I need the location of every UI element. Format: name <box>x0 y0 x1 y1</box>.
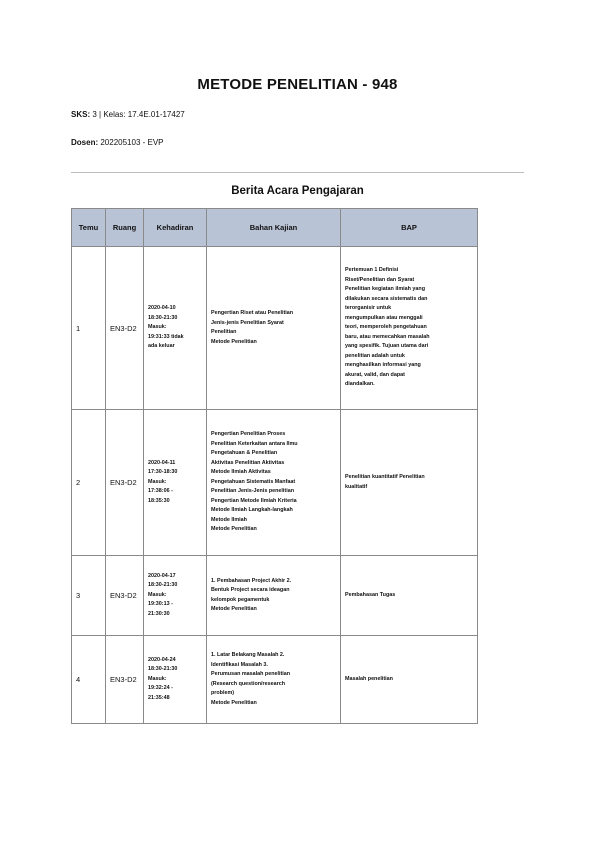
course-meta-dosen <box>71 138 164 147</box>
cell-bahan-kajian-line: Penelitian Jenis-Jenis penelitian <box>211 488 294 495</box>
cell-bahan-kajian-line: Metode Ilmiah Langkah-langkah <box>211 507 293 514</box>
cell-bap-line: Masalah penelitian <box>345 675 393 682</box>
cell-kehadiran-line: 2020-04-10 <box>148 305 176 312</box>
course-title: METODE PENELITIAN - 948 <box>197 76 398 93</box>
cell-bahan-kajian-line: Metode Penelitian <box>211 699 257 706</box>
cell-bap-line: menghasilkan informasi yang <box>345 362 421 369</box>
cell-bahan-kajian-line: Pengetahuan & Penelitian <box>211 450 278 457</box>
cell-bap <box>341 556 478 636</box>
cell-bap-line: diandalkan. <box>345 381 375 388</box>
cell-kehadiran-line: 21:30:30 <box>148 610 170 617</box>
course-meta-sks <box>71 110 185 119</box>
cell-ruang: EN3-D2 <box>106 410 144 556</box>
cell-temu: 2 <box>72 410 106 556</box>
dosen-label: Dosen: <box>71 138 99 147</box>
cell-bap-line: Riset/Penelitian dan Syarat <box>345 276 415 283</box>
cell-bahan-kajian <box>207 636 341 724</box>
column-header-bap: BAP <box>341 209 478 247</box>
cell-bap-line: Pertemuan 1 Definisi <box>345 267 399 274</box>
cell-kehadiran-line: 19:31:33 tidak <box>148 333 184 340</box>
table-row <box>72 410 478 556</box>
cell-bap-line: dilakukan secara sistematis dan <box>345 295 428 302</box>
cell-kehadiran-line: 2020-04-17 <box>148 572 176 579</box>
cell-bahan-kajian-line: (Research question/research <box>211 680 286 687</box>
cell-kehadiran-line: 17:38:06 - <box>148 488 173 495</box>
cell-kehadiran-line: 18:35:30 <box>148 497 170 504</box>
cell-kehadiran-line: 18:30-21:30 <box>148 314 178 321</box>
cell-bahan-kajian <box>207 556 341 636</box>
cell-bahan-kajian-line: 1. Pembahasan Project Akhir 2. <box>211 577 292 584</box>
cell-bahan-kajian-line: Jenis-jenis Penelitian Syarat <box>211 319 284 326</box>
column-header-ruang: Ruang <box>106 209 144 247</box>
cell-bap-line: terorganisir untuk <box>345 305 392 312</box>
column-header-kehadiran: Kehadiran <box>144 209 207 247</box>
cell-kehadiran <box>144 247 207 410</box>
table-row <box>72 247 478 410</box>
column-header-temu: Temu <box>72 209 106 247</box>
cell-kehadiran-line: Masuk: <box>148 675 167 682</box>
cell-bap-line: Penelitian kegiatan ilmiah yang <box>345 286 425 293</box>
cell-bahan-kajian-line: Aktivitas Penelitian Aktivitas <box>211 459 285 466</box>
cell-bap-line: penelitian adalah untuk <box>345 352 405 359</box>
cell-ruang: EN3-D2 <box>106 636 144 724</box>
cell-kehadiran-line: 18:30-21:30 <box>148 582 178 589</box>
cell-bahan-kajian-line: Pengertian Penelitian Proses <box>211 431 286 438</box>
cell-bahan-kajian-line: Metode Penelitian <box>211 606 257 612</box>
teaching-record-table <box>71 208 478 724</box>
section-title: Berita Acara Pengajaran <box>231 185 364 197</box>
cell-temu: 4 <box>72 636 106 724</box>
cell-bap-line: Penelitian kuantitatif Penelitian <box>345 474 425 480</box>
cell-kehadiran-line: 2020-04-11 <box>148 459 176 466</box>
cell-temu: 3 <box>72 556 106 636</box>
table-header-row <box>72 209 478 247</box>
cell-bahan-kajian <box>207 247 341 410</box>
cell-bahan-kajian <box>207 410 341 556</box>
cell-bahan-kajian-line: Identifikasi Masalah 3. <box>211 661 268 668</box>
cell-bap-line: mengumpulkan atau menggali <box>345 314 423 321</box>
cell-kehadiran <box>144 556 207 636</box>
cell-ruang: EN3-D2 <box>106 247 144 410</box>
cell-kehadiran <box>144 410 207 556</box>
divider <box>71 172 524 173</box>
cell-bahan-kajian-line: Metode Ilmiah Aktivitas <box>211 469 271 476</box>
cell-kehadiran-line: 18:30-21:30 <box>148 666 178 673</box>
sks-value: 3 | Kelas: 17.4E.01-17427 <box>92 110 185 119</box>
cell-kehadiran-line: 19:30:13 - <box>148 601 173 608</box>
cell-kehadiran-line: 21:35:48 <box>148 694 170 701</box>
cell-bap-line: baru, atau memecahkan masalah <box>345 333 430 340</box>
table-row <box>72 556 478 636</box>
cell-bap <box>341 247 478 410</box>
cell-bahan-kajian-line: problem) <box>211 690 235 696</box>
cell-bap-line: kualitatif <box>345 483 368 490</box>
cell-bahan-kajian-line: Pengertian Riset atau Penelitian <box>211 310 294 316</box>
column-header-bahan-kajian: Bahan Kajian <box>207 209 341 247</box>
cell-bahan-kajian-line: Metode Penelitian <box>211 338 257 345</box>
cell-kehadiran-line: ada keluar <box>148 343 175 350</box>
sks-label: SKS: <box>71 110 91 119</box>
cell-kehadiran-line: Masuk: <box>148 478 167 485</box>
cell-bahan-kajian-line: Metode Ilmiah <box>211 516 247 523</box>
cell-kehadiran-line: Masuk: <box>148 591 167 598</box>
cell-bap <box>341 636 478 724</box>
cell-kehadiran <box>144 636 207 724</box>
cell-bahan-kajian-line: Penelitian <box>211 329 237 335</box>
cell-bahan-kajian-line: Bentuk Project secara ideagan <box>211 587 290 593</box>
cell-bap <box>341 410 478 556</box>
cell-bahan-kajian-line: Perumusan masalah penelitian <box>211 671 291 677</box>
cell-bahan-kajian-line: Penelitian Keterkaitan antara Ilmu <box>211 440 298 447</box>
dosen-value: 202205103 - EVP <box>100 138 164 147</box>
cell-kehadiran-line: 19:32:24 - <box>148 685 173 692</box>
cell-temu: 1 <box>72 247 106 410</box>
cell-ruang: EN3-D2 <box>106 556 144 636</box>
cell-bap-line: akurat, valid, dan dapat <box>345 371 405 378</box>
cell-bahan-kajian-line: 1. Latar Belakang Masalah 2. <box>211 652 285 658</box>
cell-bap-line: teori, memperoleh pengetahuan <box>345 324 427 331</box>
cell-bahan-kajian-line: kelompok pegamentuk <box>211 596 270 603</box>
cell-bahan-kajian-line: Pengetahuan Sistematis Manfaat <box>211 478 296 485</box>
cell-bap-line: Pembahasan Tugas <box>345 591 396 598</box>
cell-bahan-kajian-line: Metode Penelitian <box>211 526 257 533</box>
cell-kehadiran-line: Masuk: <box>148 324 167 331</box>
cell-kehadiran-line: 2020-04-24 <box>148 656 176 663</box>
cell-bap-line: yang spesifik. Tujuan utama dari <box>345 343 429 350</box>
cell-bahan-kajian-line: Pengertian Metode Ilmiah Kriteria <box>211 497 297 504</box>
cell-kehadiran-line: 17:30-18:30 <box>148 469 178 476</box>
table-row <box>72 636 478 724</box>
